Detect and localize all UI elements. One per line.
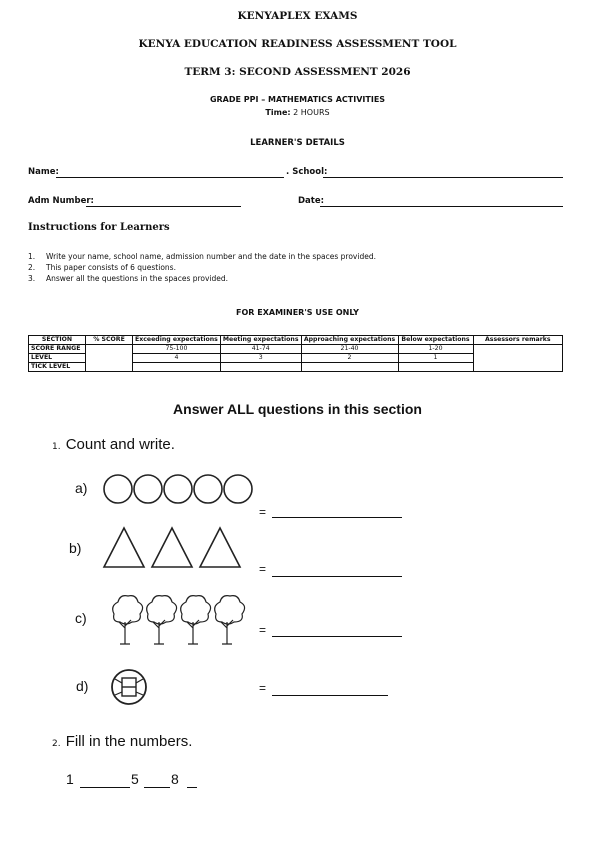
school-label-text: School: xyxy=(292,167,328,177)
sequence-blank[interactable] xyxy=(80,787,130,788)
tick-cell[interactable] xyxy=(398,363,473,372)
tree-icon xyxy=(181,596,211,644)
org-title: KENYAPLEX EXAMS xyxy=(237,10,358,22)
row-label: TICK LEVEL xyxy=(29,363,86,372)
school-label: . School: xyxy=(286,167,328,177)
item-label-d: d) xyxy=(76,678,89,694)
item-label-b: b) xyxy=(69,540,82,556)
row-label: SCORE RANGE xyxy=(29,345,86,354)
instruction-item xyxy=(28,251,376,262)
table-header-row xyxy=(29,336,563,345)
score-cell[interactable] xyxy=(86,345,133,372)
instruction-num: 1. xyxy=(28,252,36,261)
examiner-title: FOR EXAMINER'S USE ONLY xyxy=(236,308,359,317)
instructions-list xyxy=(28,251,376,284)
table-header-cell: SECTION xyxy=(29,336,86,345)
sequence-number: 1 xyxy=(66,771,74,787)
number-sequence xyxy=(66,771,74,787)
table-cell: 3 xyxy=(220,354,301,363)
table-cell: 1 xyxy=(398,354,473,363)
circle-icon xyxy=(134,475,162,503)
tick-cell[interactable] xyxy=(133,363,221,372)
tree-icon xyxy=(147,596,177,644)
circle-icon xyxy=(194,475,222,503)
instruction-text: Write your name, school name, admission number and the date in the spaces provided. xyxy=(46,252,376,261)
instruction-item xyxy=(28,262,376,273)
instruction-text: This paper consists of 6 questions. xyxy=(46,263,176,272)
name-label: Name: xyxy=(28,167,59,177)
table-cell: 41-74 xyxy=(220,345,301,354)
table-header-cell: % SCORE xyxy=(86,336,133,345)
instruction-num: 2. xyxy=(28,263,36,272)
table-cell: 75-100 xyxy=(133,345,221,354)
school-field[interactable] xyxy=(323,177,563,178)
tick-cell[interactable] xyxy=(220,363,301,372)
equals-sign: = xyxy=(259,505,267,519)
item-label-a: a) xyxy=(75,480,88,496)
item-label-c: c) xyxy=(75,610,87,626)
question-text: Fill in the numbers. xyxy=(65,733,193,750)
table-cell: 2 xyxy=(301,354,398,363)
question-1 xyxy=(52,434,175,453)
ball-icon xyxy=(109,667,153,707)
table-header-cell: Below expectations xyxy=(398,336,473,345)
answer-line-c[interactable] xyxy=(272,636,402,637)
instruction-num: 3. xyxy=(28,274,36,283)
answer-line-d[interactable] xyxy=(272,695,388,696)
adm-field[interactable] xyxy=(86,206,241,207)
circles-group xyxy=(101,472,261,508)
instruction-item xyxy=(28,273,376,284)
details-title: LEARNER'S DETAILS xyxy=(250,138,345,148)
table-header-cell: Meeting expectations xyxy=(220,336,301,345)
question-number: 1. xyxy=(52,442,61,452)
trees-group xyxy=(108,592,258,648)
equals-sign: = xyxy=(259,562,267,576)
time-line xyxy=(0,108,595,117)
triangles-group xyxy=(100,524,250,570)
sequence-number: 8 xyxy=(171,771,179,787)
equals-sign: = xyxy=(259,681,267,695)
question-text: Count and write. xyxy=(65,436,175,453)
date-field[interactable] xyxy=(320,206,563,207)
table-row xyxy=(29,345,563,354)
table-cell: 4 xyxy=(133,354,221,363)
tree-icon xyxy=(113,596,143,644)
question-number: 2. xyxy=(52,739,61,749)
table-header-cell: Assessors remarks xyxy=(473,336,562,345)
table-header-cell: Approaching expectations xyxy=(301,336,398,345)
circle-icon xyxy=(164,475,192,503)
tool-title: KENYA EDUCATION READINESS ASSESSMENT TOOL xyxy=(138,38,457,50)
tree-icon xyxy=(215,596,245,644)
sequence-blank[interactable] xyxy=(187,787,197,788)
time-value: 2 HOURS xyxy=(293,108,330,117)
table-cell: 21-40 xyxy=(301,345,398,354)
triangle-icon xyxy=(104,528,144,567)
section-title: Answer ALL questions in this section xyxy=(173,401,422,417)
subject-title: GRADE PPI – MATHEMATICS ACTIVITIES xyxy=(209,95,386,104)
table-header-cell: Exceeding expectations xyxy=(133,336,221,345)
tick-cell[interactable] xyxy=(301,363,398,372)
sequence-blank[interactable] xyxy=(144,787,170,788)
circle-icon xyxy=(224,475,252,503)
instruction-text: Answer all the questions in the spaces provided. xyxy=(46,274,229,283)
time-label: Time: xyxy=(265,108,291,117)
row-label: LEVEL xyxy=(29,354,86,363)
triangle-icon xyxy=(200,528,240,567)
name-field[interactable] xyxy=(56,177,284,178)
examiner-table xyxy=(28,335,563,372)
table-cell: 1-20 xyxy=(398,345,473,354)
equals-sign: = xyxy=(259,623,267,637)
answer-line-b[interactable] xyxy=(272,576,402,577)
question-2 xyxy=(52,731,192,750)
adm-label: Adm Number: xyxy=(28,196,94,206)
triangle-icon xyxy=(152,528,192,567)
answer-line-a[interactable] xyxy=(272,517,402,518)
remarks-cell[interactable] xyxy=(473,345,562,372)
sequence-number: 5 xyxy=(131,771,139,787)
circle-icon xyxy=(104,475,132,503)
date-label: Date: xyxy=(298,196,325,206)
term-title: TERM 3: SECOND ASSESSMENT 2026 xyxy=(184,66,411,78)
instructions-title: Instructions for Learners xyxy=(28,222,170,233)
